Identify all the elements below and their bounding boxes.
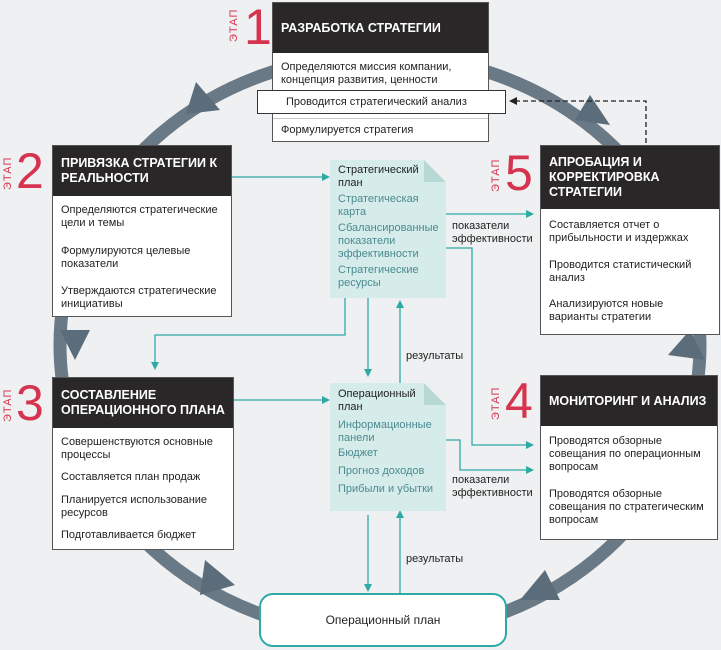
strategic-plan-item-1: Стратегическая карта: [338, 193, 419, 218]
results-label-top: результаты: [406, 350, 464, 362]
operational-plan-item-3: Прогноз доходов: [338, 465, 425, 477]
stage-5-label: ЭТАП: [490, 158, 502, 192]
stage-4-number: 4: [505, 373, 533, 429]
folded-corner-icon: [424, 160, 446, 182]
stage-4-box: [540, 375, 718, 540]
ring-arrowhead-stage5-to-1: [575, 95, 610, 125]
stage-1-title: РАЗРАБОТКА СТРАТЕГИИ: [273, 3, 488, 53]
stage-2-number: 2: [16, 143, 44, 199]
stage-3-label: ЭТАП: [2, 388, 14, 422]
strategic-plan-item-3: Стратегические ресурсы: [338, 264, 419, 289]
stage-5-item-3: Анализируются новые варианты стратегии: [549, 298, 664, 323]
stage-2-label: ЭТАП: [2, 156, 14, 190]
kpi-label-bottom: показатели эффективности: [452, 474, 533, 499]
stage-3-box: [52, 377, 234, 550]
operational-plan-title: Операционный план: [338, 388, 416, 413]
operational-plan-bubble: Операционный план: [259, 593, 507, 647]
operational-plan-item-2: Бюджет: [338, 447, 378, 459]
stage-1-number: 1: [244, 0, 272, 55]
operational-plan-doc: [330, 383, 446, 511]
stage-4-item-1: Проводятся обзорные совещания по операционным вопросам: [549, 435, 701, 473]
stage-4-label: ЭТАП: [490, 386, 502, 420]
stage-5-item-2: Проводится статистический анализ: [549, 259, 692, 284]
stage-5-box: [540, 145, 720, 335]
stage-1-label: ЭТАП: [228, 8, 240, 42]
kpi-label-top: показатели эффективности: [452, 220, 533, 245]
stage-1-item-3: Формулируется стратегия: [281, 124, 414, 136]
folded-corner-icon: [424, 383, 446, 405]
stage-3-title: СОСТАВЛЕНИЕ ОПЕРАЦИОННОГО ПЛАНА: [53, 378, 233, 428]
stage-2-item-3: Утверждаются стратегические инициативы: [61, 285, 217, 310]
stage-2-title: ПРИВЯЗКА СТРАТЕГИИ К РЕАЛЬНОСТИ: [53, 146, 231, 196]
ring-arrowhead-stage3-to-plan: [200, 560, 235, 595]
stage-5-number: 5: [505, 145, 533, 201]
operational-plan-item-4: Прибыли и убытки: [338, 483, 434, 495]
strategic-plan-title: Стратегический план: [338, 164, 419, 189]
stage-3-item-2: Составляется план продаж: [61, 471, 201, 483]
strategic-analysis-highlight: Проводится стратегический анализ: [257, 90, 506, 114]
stage-3-number: 3: [16, 375, 44, 431]
stage-3-item-4: Подготавливается бюджет: [61, 529, 196, 541]
strategic-plan-doc: [330, 160, 446, 298]
stage-2-item-2: Формулируются целевые показатели: [61, 245, 191, 270]
stage-4-item-2: Проводятся обзорные совещания по стратегическим вопросам: [549, 488, 704, 526]
stage-2-item-1: Определяются стратегические цели и темы: [61, 204, 218, 229]
stage-3-item-3: Планируется использование ресурсов: [61, 494, 208, 519]
stage-3-item-1: Совершенствуются основные процессы: [61, 436, 213, 461]
stage-2-box: [52, 145, 232, 317]
stage-1-box: [272, 2, 489, 142]
stage-1-item-1: Определяются миссия компании, концепция развития, ценности: [281, 61, 452, 86]
stage-5-title: АПРОБАЦИЯ И КОРРЕКТИРОВКА СТРАТЕГИИ: [541, 146, 719, 209]
stage-1-divider: [273, 118, 488, 119]
stage-4-title: МОНИТОРИНГ И АНАЛИЗ: [541, 376, 717, 426]
strategic-plan-item-2: Сбалансированные показатели эффективности: [338, 222, 439, 260]
results-label-bottom: результаты: [406, 553, 464, 565]
operational-plan-item-1: Информационные панели: [338, 419, 432, 444]
stage-5-item-1: Составляется отчет о прибыльности и издержках: [549, 219, 689, 244]
